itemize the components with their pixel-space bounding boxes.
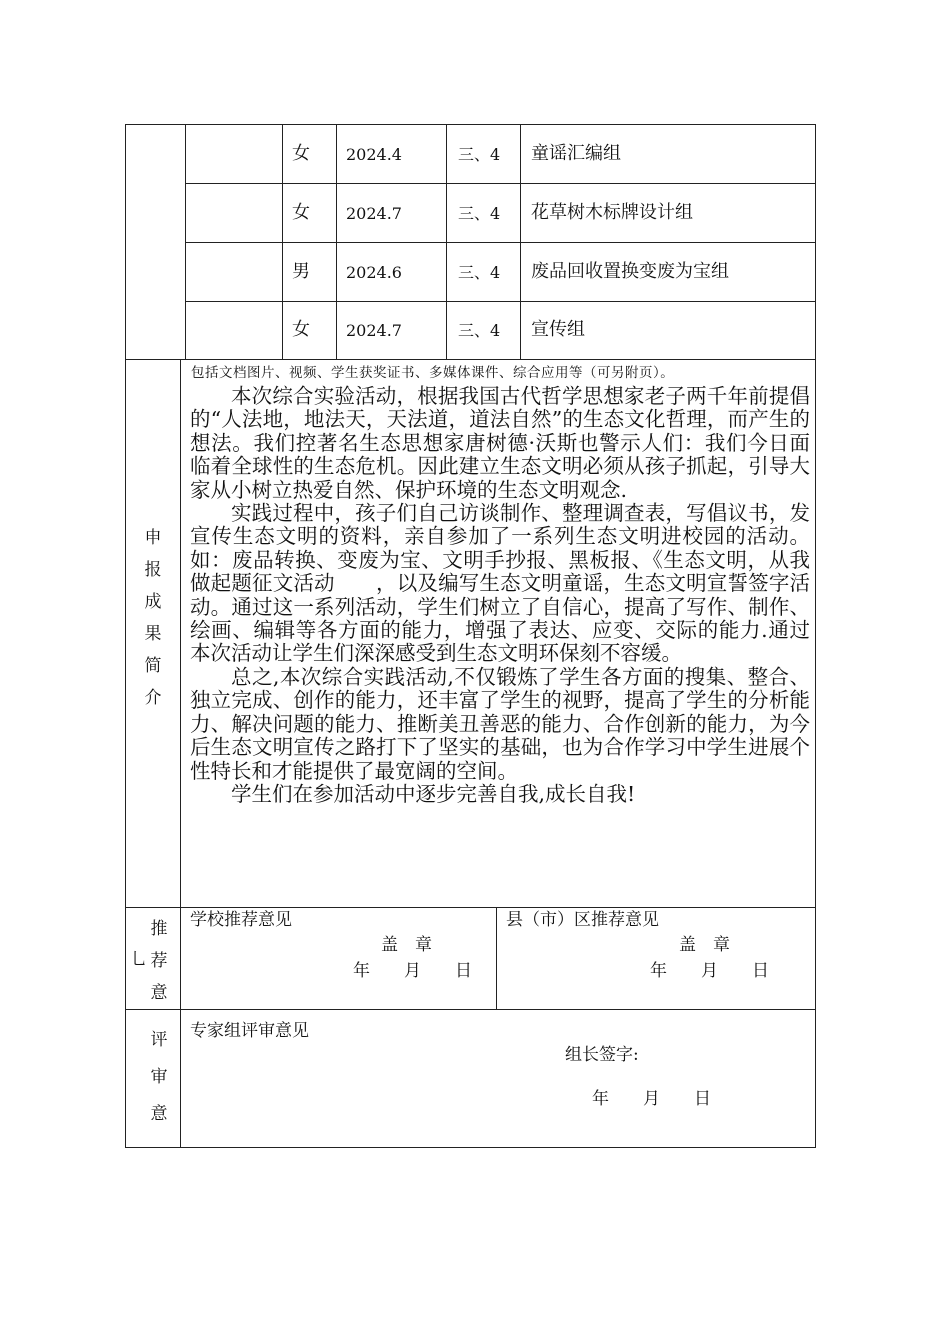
col-divider: [446, 124, 447, 360]
table-border-right: [815, 124, 816, 1148]
summary-paragraph: 本次综合实验活动，根据我国古代哲学思想家老子两千年前提倡的“人法地，地法天，天法道，道法自然”的生态文化哲理，而产生的想法。我们控著名生态思想家唐树德·沃斯也警示人们：我们今日面临着全球性的生态危机。因此建立生态文明必须从孩子抓起，引导大家从小树立热爱自然、保护环境的生态文明观念.: [190, 384, 810, 502]
table-border-bottom: [125, 1147, 816, 1148]
row-divider: [185, 301, 816, 302]
county-recommend-title: 县（市）区推荐意见: [506, 910, 659, 930]
member-grade: 三、4: [458, 204, 501, 223]
summary-paragraph: 学生们在参加活动中逐步完善自我,成长自我!: [231, 781, 636, 806]
section-divider: [125, 1009, 816, 1010]
col-divider: [282, 124, 283, 360]
review-date: 年 月 日: [592, 1089, 711, 1109]
member-grade: 三、4: [458, 145, 501, 164]
col-divider: [336, 124, 337, 360]
side-mark: 乚: [131, 949, 148, 968]
member-group: 童谣汇编组: [531, 143, 621, 164]
label-col-divider: [180, 359, 181, 1148]
member-date: 2024.7: [346, 321, 402, 340]
school-date: 年 月 日: [353, 961, 472, 981]
row-divider: [185, 183, 816, 184]
member-gender: 女: [292, 143, 310, 164]
school-seal: 盖 章: [381, 935, 432, 955]
recommend-section-label: 推 荐 意: [150, 919, 168, 1003]
recommend-col-divider: [496, 907, 497, 1010]
county-date: 年 月 日: [650, 961, 769, 981]
county-seal: 盖 章: [679, 935, 730, 955]
summary-paragraph: 实践过程中，孩子们自己访谈制作、整理调查表，写倡议书，发宣传生态文明的资料，亲自参加了一系列生态文明进校园的活动。如：废品转换、变废为宝、文明手抄报、黑板报、《生态文明，从我做起题征文活动 ，以及编写生态文明童谣，生态文明宣誓签字活动。通过这一系列活动，学生们树立了自信心，提高了写作、制作、绘画、编辑等各方面的能力，增强了表达、应变、交际的能力.通过本次活动让学生们深深感受到生态文明环保刻不容缓。: [190, 501, 810, 666]
member-group: 宣传组: [531, 319, 585, 340]
member-group: 花草树木标牌设计组: [531, 202, 693, 223]
summary-body: [190, 385, 810, 806]
row-divider: [185, 242, 816, 243]
col-divider: [185, 124, 186, 360]
section-divider: [125, 359, 816, 360]
school-recommend-title: 学校推荐意见: [190, 910, 292, 930]
review-leader-signature: 组长签字:: [565, 1045, 639, 1065]
col-divider: [520, 124, 521, 360]
summary-paragraph: 总之,本次综合实践活动,不仅锻炼了学生各方面的搜集、整合、独立完成、创作的能力，还丰富了学生的视野，提高了学生的分析能力、解决问题的能力、推断美丑善恶的能力、合作创新的能力，为今后生态文明宣传之路打下了坚实的基础，也为合作学习中学生进展个性特长和才能提供了最宽阔的空间。: [190, 664, 810, 783]
member-grade: 三、4: [458, 321, 501, 340]
member-gender: 女: [292, 202, 310, 223]
section-divider: [125, 907, 816, 908]
member-date: 2024.7: [346, 204, 402, 223]
member-gender: 男: [292, 261, 310, 282]
table-border-top: [125, 124, 816, 125]
member-group: 废品回收置换变废为宝组: [531, 261, 729, 282]
member-date: 2024.6: [346, 263, 402, 282]
review-section-label: 评 审 意: [150, 1030, 168, 1124]
member-date: 2024.4: [346, 145, 402, 164]
summary-section-label: 申 报 成 果 简 介: [144, 528, 162, 708]
member-gender: 女: [292, 319, 310, 340]
table-border-left: [125, 124, 126, 1148]
summary-note: 包括文档图片、视频、学生获奖证书、多媒体课件、综合应用等（可另附页）。: [191, 365, 675, 381]
review-title: 专家组评审意见: [190, 1021, 309, 1041]
member-grade: 三、4: [458, 263, 501, 282]
